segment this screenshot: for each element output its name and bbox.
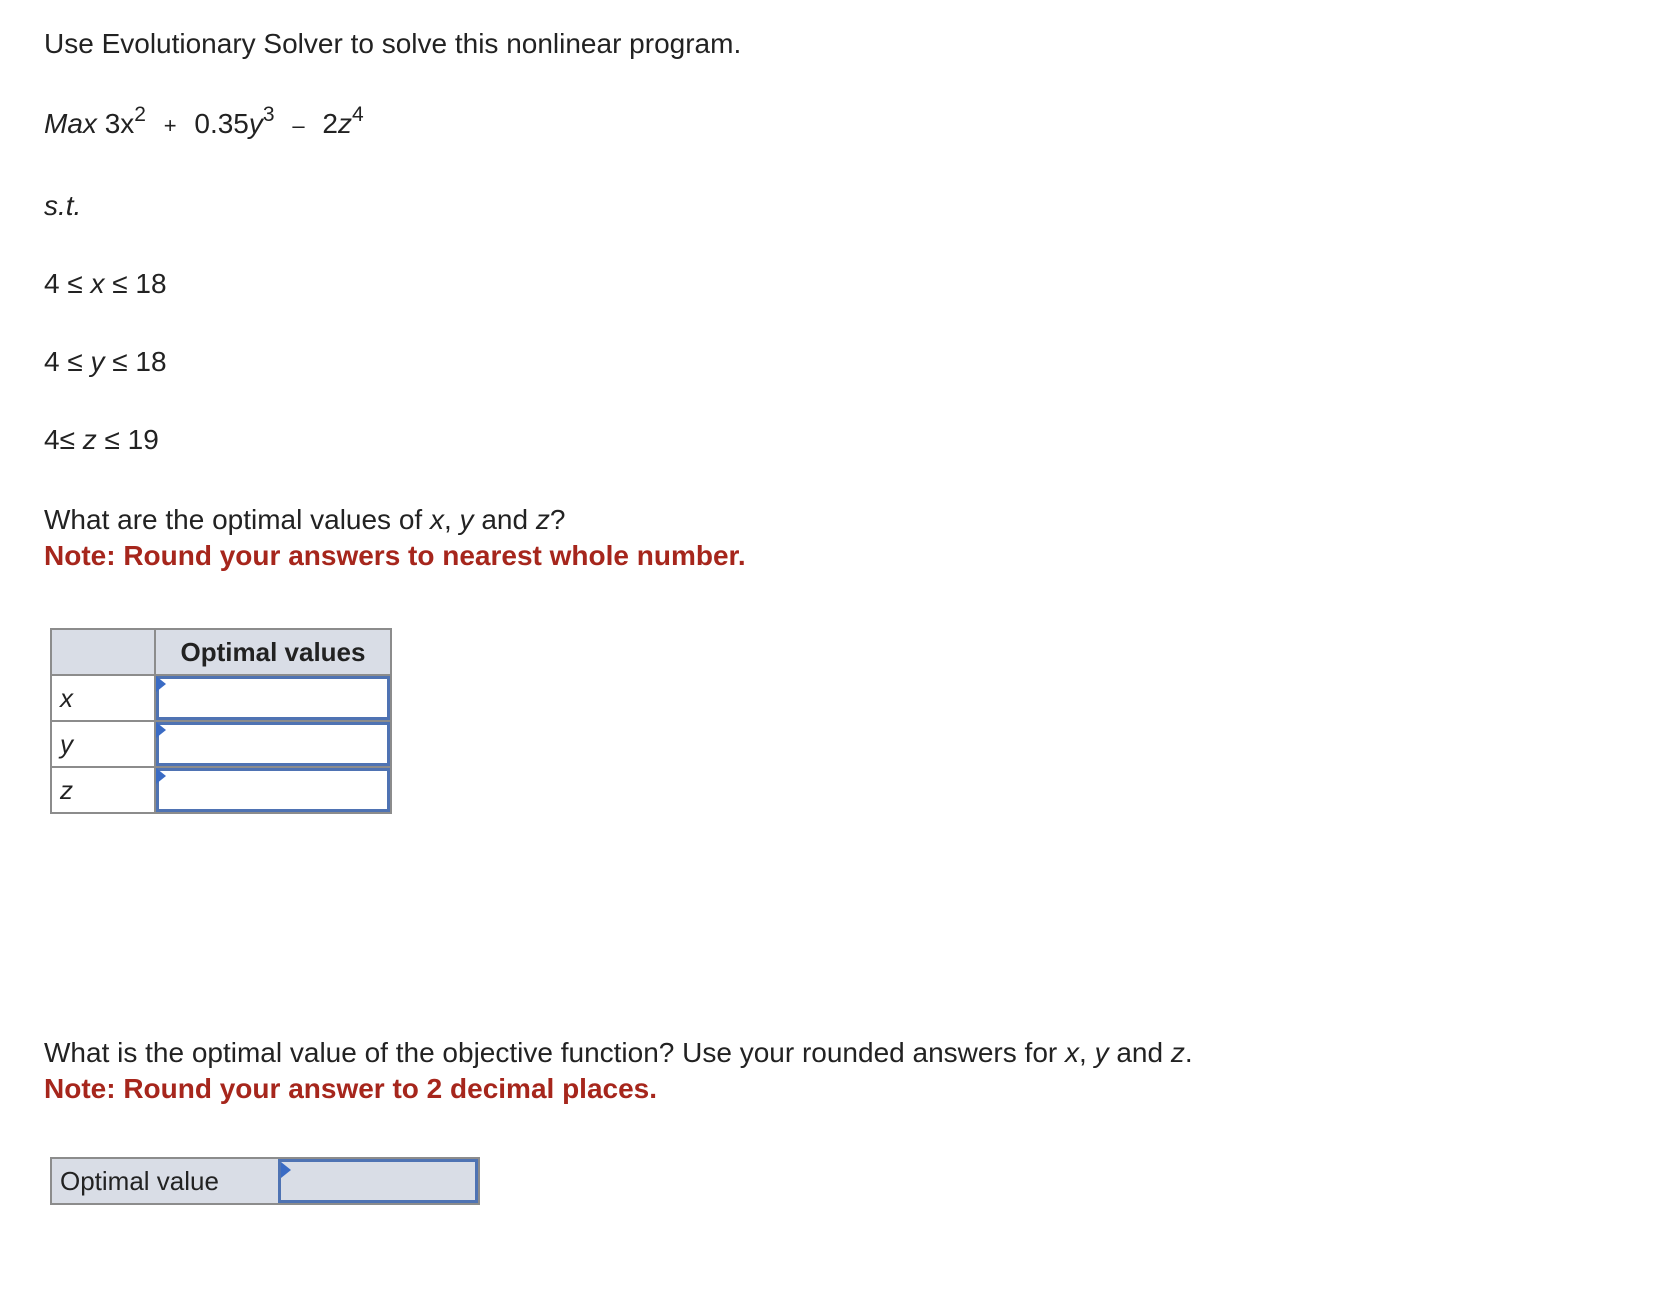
intro-text: Use Evolutionary Solver to solve this nonlinear program. [44, 28, 742, 59]
row-label-x: x [51, 675, 155, 721]
comma: , [443, 504, 460, 535]
constraint-upper: ≤ 18 [104, 346, 167, 377]
question-objective-value [44, 1035, 1193, 1107]
var-z: z [1170, 1037, 1185, 1068]
question-optimal-values [44, 502, 746, 574]
subject-to-label: s.t. [44, 190, 82, 221]
objective-function [44, 103, 364, 140]
answer-input-y[interactable] [156, 722, 390, 766]
question-1-text [44, 502, 746, 538]
answer-input-z[interactable] [156, 768, 390, 812]
var-y: y [459, 504, 474, 535]
max-label: Max [44, 108, 97, 139]
constraint-lower: 4 ≤ [44, 346, 91, 377]
objective-term-2-coef: 0.35 [194, 108, 249, 139]
constraint-var: y [90, 346, 105, 377]
and-word: and [1108, 1037, 1171, 1068]
constraint-var: x [90, 268, 105, 299]
question-2-text [44, 1035, 1193, 1071]
rounding-note-2: Note: Round your answer to 2 decimal places. [44, 1073, 658, 1104]
optimal-value-label: Optimal value [60, 1165, 219, 1196]
row-label-z: z [51, 767, 155, 813]
minus-operator: – [292, 113, 305, 138]
constraint-lower: 4≤ [44, 424, 83, 455]
and-word: and [473, 504, 536, 535]
table-row-x [51, 675, 391, 721]
input-flag-icon [156, 722, 166, 738]
objective-term-1: 3x [104, 108, 135, 139]
input-flag-icon [156, 676, 166, 692]
row-label-y: y [51, 721, 155, 767]
column-header-optimal-values: Optimal values [155, 629, 391, 675]
table-corner-cell [51, 629, 155, 675]
optimal-value-row [50, 1157, 480, 1205]
answer-input-x[interactable] [156, 676, 390, 720]
exponent-3: 4 [351, 103, 364, 126]
constraint-var: z [82, 424, 97, 455]
objective-term-2-var: y [248, 108, 263, 139]
optimal-value-input[interactable] [278, 1159, 478, 1203]
exponent-2: 3 [262, 103, 275, 126]
cell-x [155, 675, 391, 721]
question-mark: ? [549, 504, 566, 535]
constraint-upper: ≤ 19 [96, 424, 159, 455]
comma: , [1079, 1037, 1095, 1068]
constraint-z [44, 424, 159, 456]
objective-term-3-coef: 2 [322, 108, 338, 139]
input-flag-icon [281, 1162, 291, 1178]
constraint-x [44, 268, 167, 300]
constraint-upper: ≤ 18 [104, 268, 167, 299]
objective-term-3-var: z [337, 108, 352, 139]
plus-operator: + [163, 113, 177, 138]
rounding-note-1: Note: Round your answers to nearest whole number. [44, 540, 746, 571]
exponent-1: 2 [134, 103, 146, 126]
table-row-z [51, 767, 391, 813]
period: . [1184, 1037, 1193, 1068]
var-x: x [1065, 1037, 1079, 1068]
var-y: y [1094, 1037, 1109, 1068]
optimal-values-table [50, 628, 392, 814]
constraint-y [44, 346, 167, 378]
table-row-y [51, 721, 391, 767]
constraint-lower: 4 ≤ [44, 268, 91, 299]
var-x: x [429, 504, 444, 535]
question-text: What are the optimal values of [44, 504, 430, 535]
input-flag-icon [156, 768, 166, 784]
question-text: What is the optimal value of the objective function? Use your rounded answers for [44, 1037, 1065, 1068]
var-z: z [535, 504, 550, 535]
cell-z [155, 767, 391, 813]
cell-y [155, 721, 391, 767]
